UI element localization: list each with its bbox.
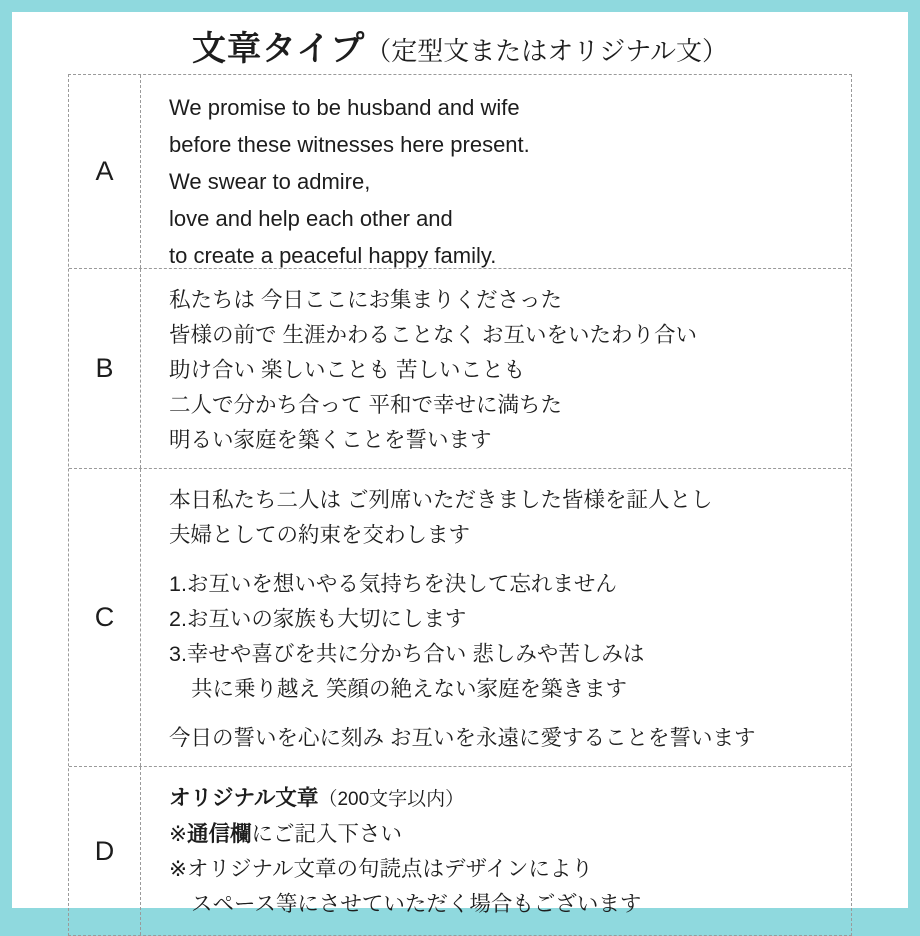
table-row xyxy=(69,75,851,269)
text-line xyxy=(169,817,841,852)
text-line: ※オリジナル文章の句読点はデザインにより xyxy=(169,857,593,881)
text-line: 助け合い 楽しいことも 苦しいことも xyxy=(169,358,525,382)
row-label-a: A xyxy=(69,75,141,268)
communication-field-label: 通信欄 xyxy=(187,822,252,846)
text-line: love and help each other and xyxy=(169,206,453,231)
text-line: 私たちは 今日ここにお集まりくださった xyxy=(169,288,562,312)
row-content-d xyxy=(141,767,851,935)
page-title-main: 文章タイプ xyxy=(191,30,366,68)
text-line: 3.幸せや喜びを共に分かち合い 悲しみや苦しみは xyxy=(169,642,645,666)
table-row xyxy=(69,767,851,935)
text-line: 夫婦としての約束を交わします xyxy=(169,523,471,547)
page-title xyxy=(12,12,908,74)
text-line xyxy=(169,781,841,817)
text-line: 共に乗り越え 笑顔の絶えない家庭を築きます xyxy=(191,677,627,701)
table-row xyxy=(69,269,851,469)
table-row xyxy=(69,469,851,767)
row-content-a xyxy=(141,75,851,268)
text-line: スペース等にさせていただく場合もございます xyxy=(191,892,642,916)
document-panel xyxy=(12,12,908,916)
row-content-c xyxy=(141,469,851,766)
text-line: before these witnesses here present. xyxy=(169,132,530,157)
text-line: 今日の誓いを心に刻み お互いを永遠に愛することを誓います xyxy=(169,726,756,750)
text-line: 皆様の前で 生涯かわることなく お互いをいたわり合い xyxy=(169,323,697,347)
text-line: We swear to admire, xyxy=(169,169,371,194)
text-line: We promise to be husband and wife xyxy=(169,95,520,120)
text-line: 本日私たち二人は ご列席いただきました皆様を証人とし xyxy=(169,488,713,512)
text-type-table xyxy=(68,74,852,936)
note-rest: にご記入下さい xyxy=(251,822,403,846)
text-line: 二人で分かち合って 平和で幸せに満ちた xyxy=(169,393,562,417)
original-text-label: オリジナル文章 xyxy=(169,786,319,810)
character-limit-note: （200文字以内） xyxy=(318,789,465,810)
text-line: to create a peaceful happy family. xyxy=(169,243,497,268)
row-label-d: D xyxy=(69,767,141,935)
page-title-sub: （定型文またはオリジナル文） xyxy=(365,36,728,66)
note-prefix: ※ xyxy=(169,822,188,846)
text-line: 1.お互いを想いやる気持ちを決して忘れません xyxy=(169,572,617,596)
row-label-c: C xyxy=(69,469,141,766)
text-line: 明るい家庭を築くことを誓います xyxy=(169,428,492,452)
text-line: 2.お互いの家族も大切にします xyxy=(169,607,467,631)
row-label-b: B xyxy=(69,269,141,468)
row-content-b xyxy=(141,269,851,468)
